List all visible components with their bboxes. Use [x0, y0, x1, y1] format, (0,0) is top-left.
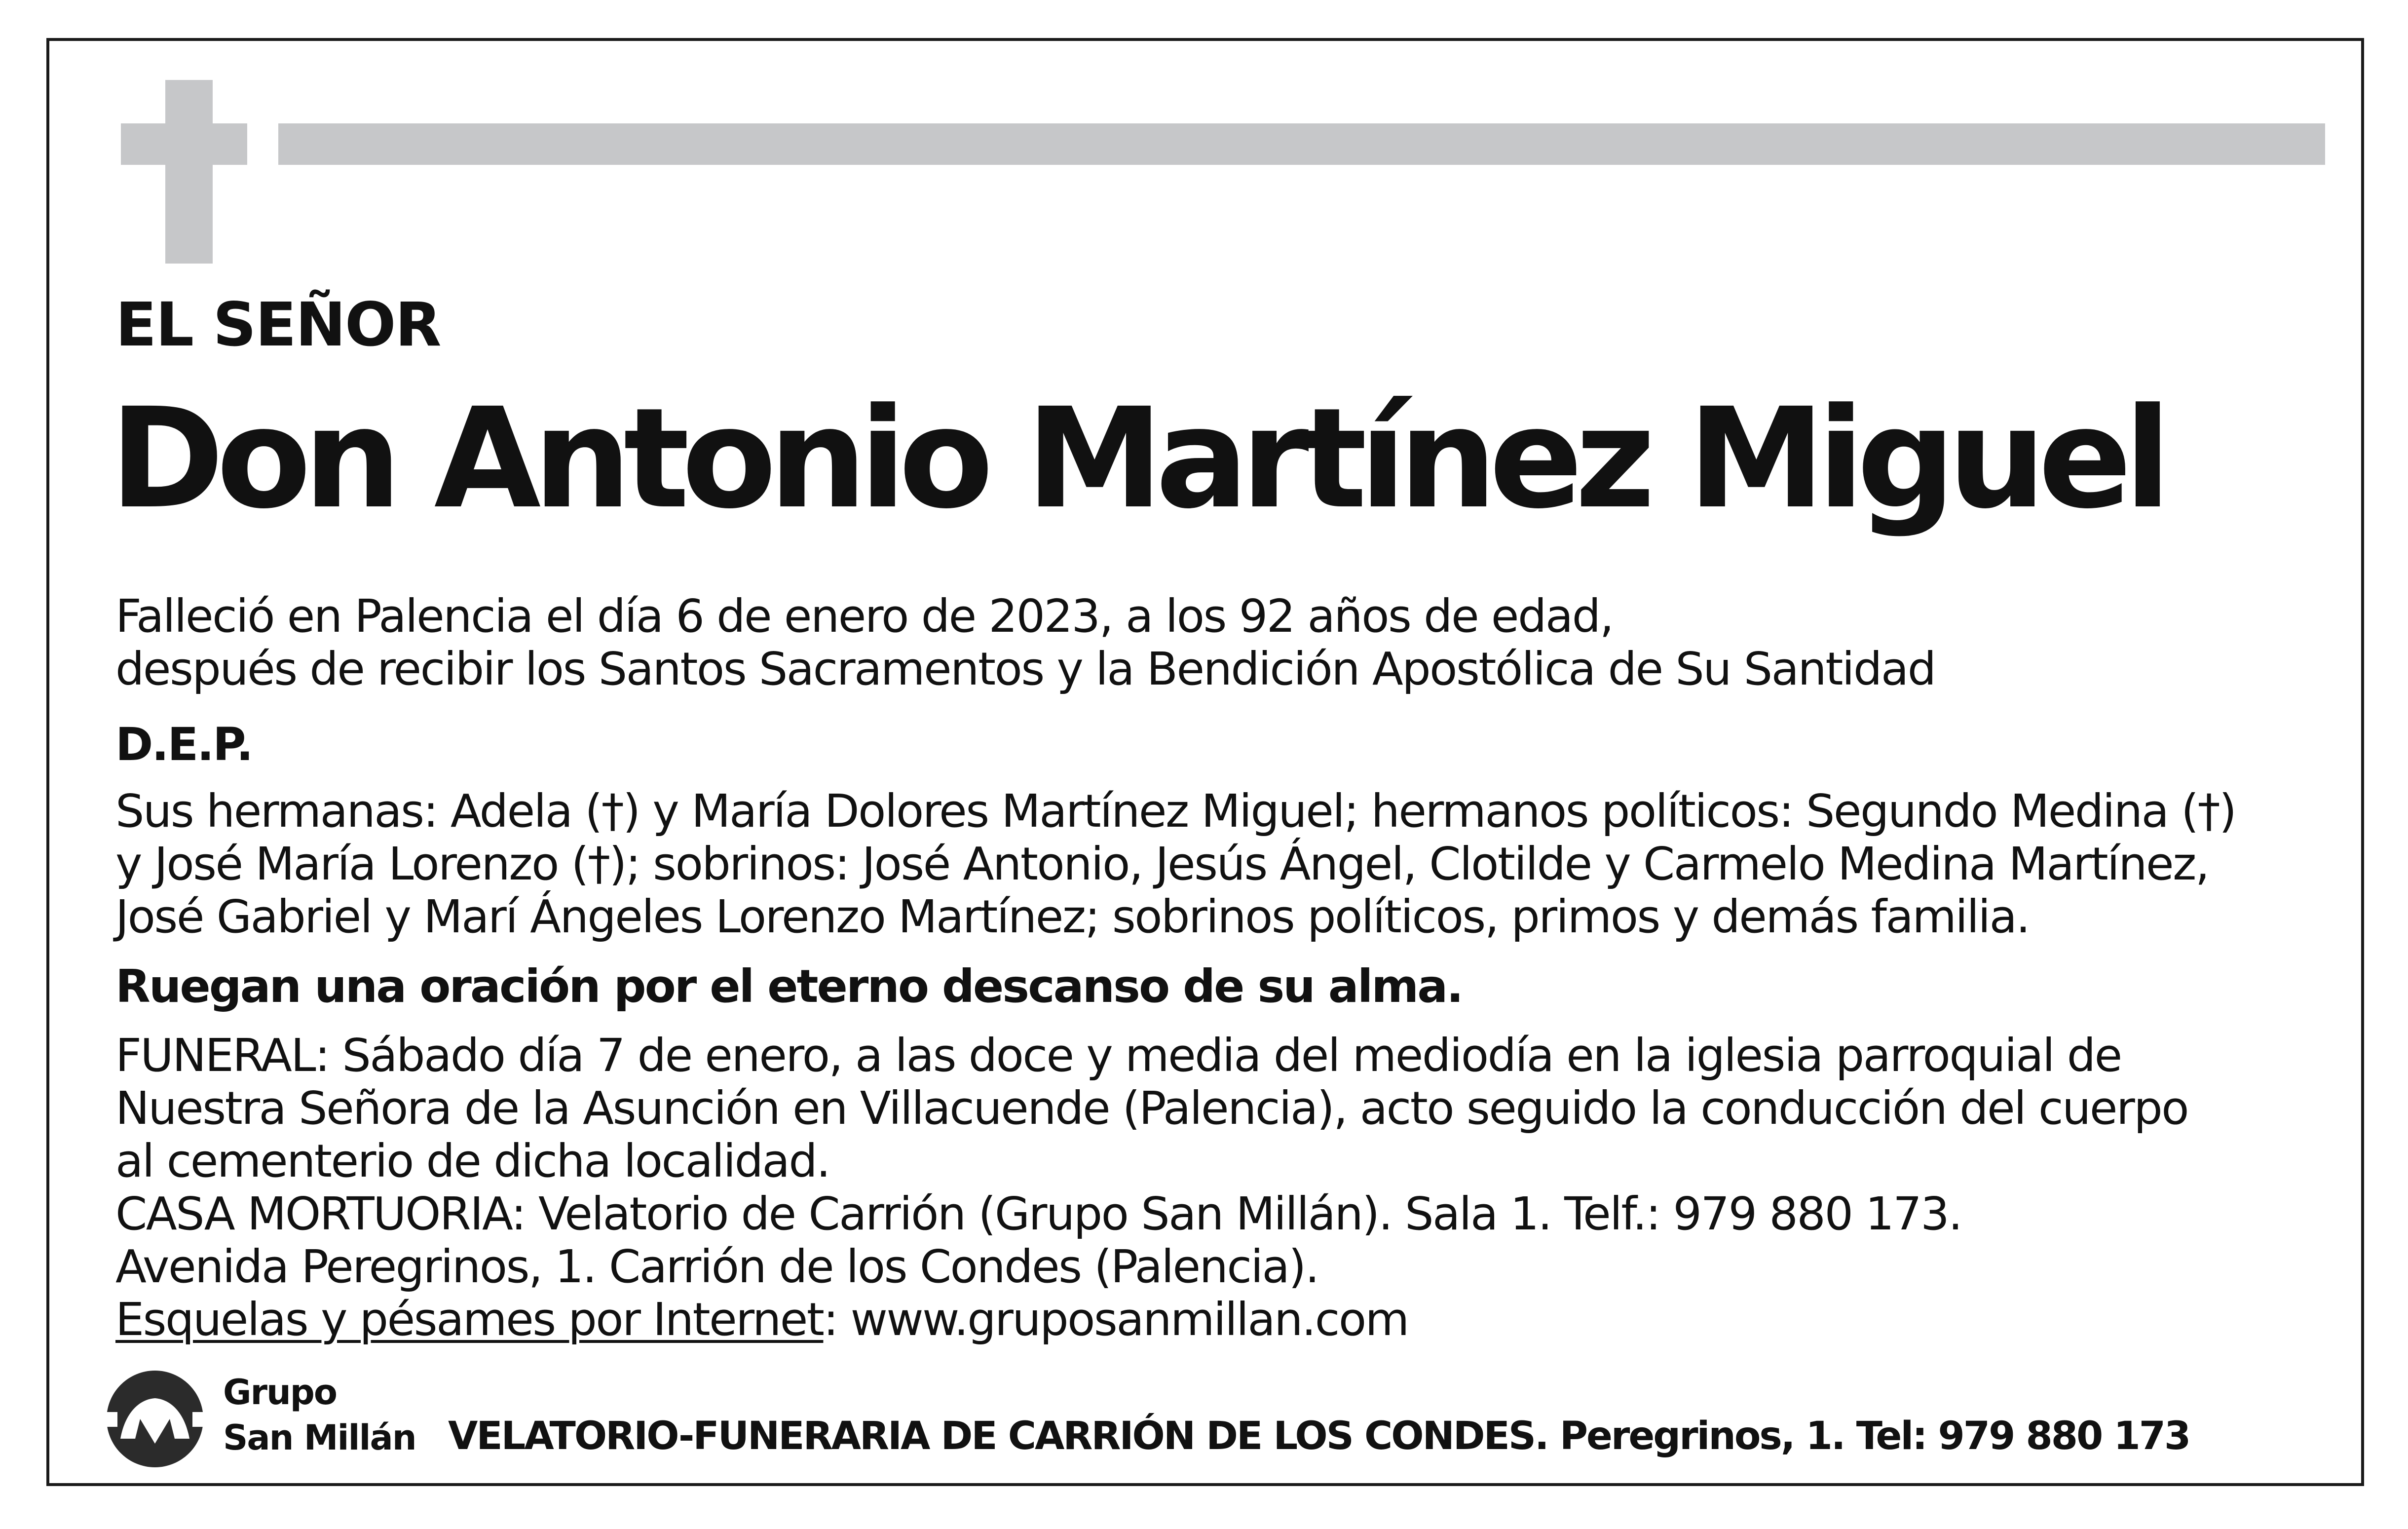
- deceased-name: Don Antonio Martínez Miguel: [110, 379, 2164, 539]
- internet-label: Esquelas y pésames por Internet: [115, 1293, 824, 1346]
- family-line: y José María Lorenzo (†); sobrinos: José Antonio, Jesús Ángel, Clotilde y Carmelo Medina Martínez,: [115, 838, 2209, 890]
- death-line: Falleció en Palencia el día 6 de enero de 2023, a los 92 años de edad,: [115, 590, 1613, 643]
- grupo-san-millan-logo: [101, 1365, 209, 1473]
- funeral-line: FUNERAL: Sábado día 7 de enero, a las doce y media del mediodía en la iglesia parroquial de: [115, 1029, 2121, 1082]
- funeral-line: Nuestra Señora de la Asunción en Villacuende (Palencia), acto seguido la conducción del cuerpo: [115, 1082, 2188, 1135]
- funeral-line: al cementerio de dicha localidad.: [115, 1135, 830, 1187]
- cross-icon: [165, 80, 213, 264]
- internet-separator: :: [823, 1293, 837, 1346]
- website-link[interactable]: www.gruposanmillan.com: [837, 1293, 1408, 1346]
- brand-line: San Millán: [223, 1417, 416, 1458]
- internet-line: [115, 1293, 2188, 1346]
- notice-heading: EL SEÑOR: [115, 290, 441, 360]
- prayer-request: Ruegan una oración por el eterno descanso de su alma.: [115, 960, 1463, 1013]
- funeral-line: Avenida Peregrinos, 1. Carrión de los Condes (Palencia).: [115, 1240, 1318, 1293]
- family-line: José Gabriel y Marí Ángeles Lorenzo Martínez; sobrinos políticos, primos y demás familia.: [115, 890, 2030, 943]
- cross-icon-arm: [121, 123, 247, 165]
- death-details: [115, 590, 1935, 695]
- brand-line: Grupo: [223, 1372, 337, 1413]
- header-bar: [278, 123, 2325, 165]
- funeral-details: [115, 1029, 2188, 1346]
- funeral-line: CASA MORTUORIA: Velatorio de Carrión (Grupo San Millán). Sala 1. Telf.: 979 880 173.: [115, 1187, 1962, 1240]
- family-list: [115, 785, 2236, 943]
- death-line: después de recibir los Santos Sacramentos y la Bendición Apostólica de Su Santidad: [115, 643, 1935, 695]
- brand-name: [223, 1370, 416, 1460]
- funeral-home-info: VELATORIO-FUNERARIA DE CARRIÓN DE LOS CONDES. Peregrinos, 1. Tel: 979 880 173: [448, 1414, 2190, 1458]
- family-line: Sus hermanas: Adela (†) y María Dolores Martínez Miguel; hermanos políticos: Segundo Medina (†): [115, 785, 2236, 838]
- dep-label: D.E.P.: [115, 718, 252, 771]
